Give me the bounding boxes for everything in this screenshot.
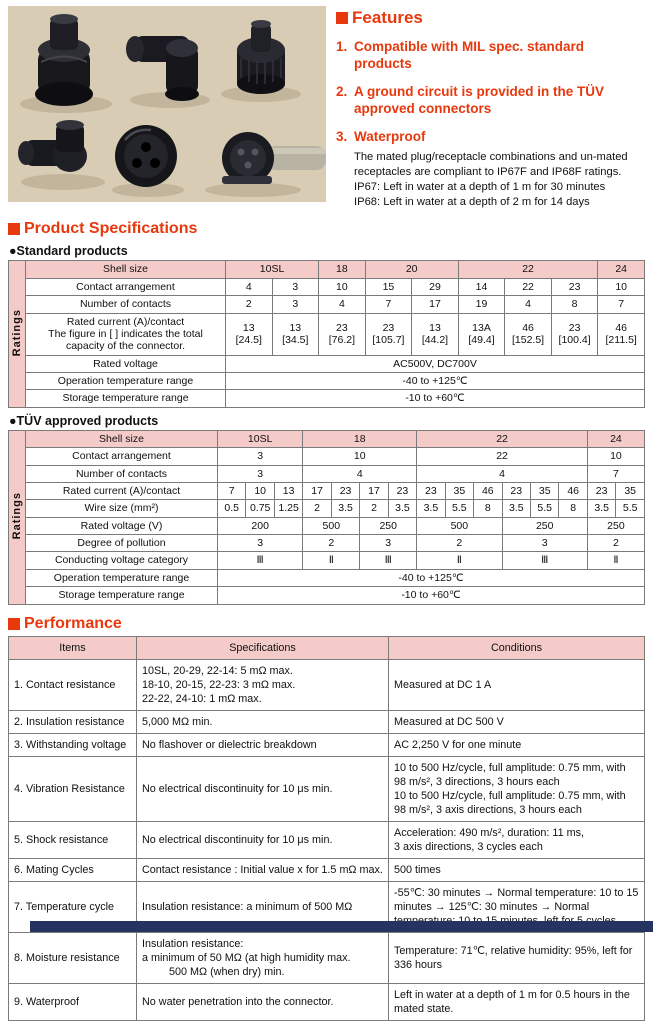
table-cell: 13 (274, 482, 302, 499)
perf-condition: Measured at DC 500 V (389, 710, 645, 733)
table-cell: 17 (360, 482, 388, 499)
row-label: Wire size (mm²) (26, 500, 218, 517)
column-header: Conditions (389, 636, 645, 659)
table-cell: 35 (616, 482, 645, 499)
table-row (9, 933, 645, 984)
perf-condition: 500 times (389, 858, 645, 881)
perf-item: 7. Temperature cycle (9, 881, 137, 932)
row-label: Rated current (A)/contact (26, 482, 218, 499)
table-cell: 4 (505, 296, 552, 313)
table-cell: 23 [105.7] (365, 313, 412, 355)
product-photo (8, 6, 326, 202)
table-row (9, 569, 645, 586)
connector-face-view (115, 125, 177, 187)
table-row (9, 587, 645, 604)
table-cell: 23 (587, 482, 615, 499)
table-cell: 2 (587, 535, 644, 552)
perf-spec: Insulation resistance: a minimum of 50 MΩ (at high humidity max. 500 MΩ (when dry) min. (137, 933, 389, 984)
red-square-bullet-icon (8, 223, 20, 235)
table-cell: 23 (502, 482, 530, 499)
standard-products-table (8, 260, 645, 407)
table-cell: 3 (502, 535, 587, 552)
table-cell: 4 (303, 465, 417, 482)
table-cell: 3.5 (331, 500, 359, 517)
table-cell: 20 (365, 261, 458, 278)
table-cell: 23 [100.4] (551, 313, 598, 355)
table-cell: 46 [152.5] (505, 313, 552, 355)
table-cell: 22 (505, 278, 552, 295)
row-label: Shell size (26, 261, 226, 278)
table-cell: 10SL (218, 430, 303, 447)
table-cell: 22 (458, 261, 598, 278)
perf-item: 4. Vibration Resistance (9, 756, 137, 821)
table-cell: 23 (551, 278, 598, 295)
table-cell: 2 (303, 500, 331, 517)
table-cell: 17 (303, 482, 331, 499)
table-cell: 35 (530, 482, 558, 499)
table-cell: 500 (417, 517, 502, 534)
table-cell: 10 (319, 278, 366, 295)
footer-bar (30, 921, 653, 932)
perf-item: 1. Contact resistance (9, 659, 137, 710)
row-label: Rated voltage (V) (26, 517, 218, 534)
table-cell: Ⅲ (502, 552, 587, 569)
table-cell: 8 (559, 500, 587, 517)
table-cell: 4 (226, 278, 273, 295)
table-cell: 24 (598, 261, 645, 278)
table-row (9, 482, 645, 499)
table-cell: 5.5 (445, 500, 473, 517)
table-cell: 10 (598, 278, 645, 295)
table-row (9, 448, 645, 465)
table-cell: 5.5 (530, 500, 558, 517)
column-header: Items (9, 636, 137, 659)
perf-spec: 10SL, 20-29, 22-14: 5 mΩ max. 18-10, 20-15, 22-23: 3 mΩ max. 22-22, 24-10: 1 mΩ max. (137, 659, 389, 710)
table-cell: 23 (417, 482, 445, 499)
table-cell: 3.5 (502, 500, 530, 517)
table-row (9, 500, 645, 517)
table-cell: Ⅱ (303, 552, 360, 569)
connectors-photo-illustration (8, 6, 326, 202)
table-row (9, 659, 645, 710)
table-cell: 7 (587, 465, 644, 482)
row-label: Shell size (26, 430, 218, 447)
column-header: Specifications (137, 636, 389, 659)
perf-spec: Contact resistance : Initial value x for 1.5 mΩ max. (137, 858, 389, 881)
table-cell: 3 (360, 535, 417, 552)
table-cell: 250 (587, 517, 644, 534)
table-cell: 10 (587, 448, 644, 465)
table-row (9, 733, 645, 756)
table-row (9, 858, 645, 881)
table-cell: -10 to +60℃ (218, 587, 645, 604)
section-title: Product Specifications (24, 220, 197, 238)
row-label: Degree of pollution (26, 535, 218, 552)
perf-item: 5. Shock resistance (9, 821, 137, 858)
table-cell: 10SL (226, 261, 319, 278)
table-cell: 7 (365, 296, 412, 313)
perf-condition: Left in water at a depth of 1 m for 0.5 hours in the mated state. (389, 984, 645, 1021)
row-label: Operation temperature range (26, 569, 218, 586)
table-cell: 500 (303, 517, 360, 534)
subheading-tuv-products: ●TÜV approved products (9, 414, 653, 428)
feature-text: Compatible with MIL spec. standard products (354, 39, 645, 73)
performance-table (8, 636, 645, 1021)
table-cell: 5.5 (616, 500, 645, 517)
features-section (336, 6, 645, 210)
table-cell: 18 (319, 261, 366, 278)
row-label: Operation temperature range (26, 373, 226, 390)
table-cell: 22 (417, 448, 588, 465)
table-cell: 29 (412, 278, 459, 295)
table-row (9, 517, 645, 534)
table-cell: 24 (587, 430, 644, 447)
table-cell: -40 to +125℃ (218, 569, 645, 586)
table-cell: 2 (303, 535, 360, 552)
feature-text: A ground circuit is provided in the TÜV approved connectors (354, 84, 645, 118)
table-cell: 250 (360, 517, 417, 534)
table-cell: 13 [24.5] (226, 313, 273, 355)
table-cell: 250 (502, 517, 587, 534)
perf-spec: Insulation resistance: a minimum of 500 MΩ (137, 881, 389, 932)
table-row (9, 373, 645, 390)
perf-spec: No electrical discontinuity for 10 μs min. (137, 821, 389, 858)
table-cell: 4 (417, 465, 588, 482)
table-cell: 7 (218, 482, 246, 499)
section-heading-product-specifications (8, 220, 653, 238)
perf-condition: 10 to 500 Hz/cycle, full amplitude: 0.75 mm, with 98 m/s², 3 directions, 3 hours each 10 to 500 Hz/cycle, full amplitude: 0.75 mm, with 98 m/s², 3 axis directions, 3 hours each (389, 756, 645, 821)
table-cell: -10 to +60℃ (226, 390, 645, 407)
perf-item: 3. Withstanding voltage (9, 733, 137, 756)
table-row (9, 552, 645, 569)
table-cell: 13A [49.4] (458, 313, 505, 355)
table-row (9, 430, 645, 447)
table-row (9, 390, 645, 407)
table-cell: 2 (417, 535, 502, 552)
table-cell: 23 (331, 482, 359, 499)
features-heading (336, 8, 645, 28)
table-cell: 8 (551, 296, 598, 313)
table-cell: 3.5 (417, 500, 445, 517)
top-section (0, 0, 653, 210)
perf-condition: Temperature: 71℃, relative humidity: 95%, left for 336 hours (389, 933, 645, 984)
red-square-bullet-icon (8, 618, 20, 630)
table-cell: 13 [44.2] (412, 313, 459, 355)
table-cell: AC500V, DC700V (226, 355, 645, 372)
table-cell: 23 (388, 482, 416, 499)
table-cell: 3 (218, 465, 303, 482)
table-cell: 19 (458, 296, 505, 313)
table-cell: 0.5 (218, 500, 246, 517)
feature-text: Waterproof (354, 129, 426, 146)
table-cell: 23 [76.2] (319, 313, 366, 355)
table-row (9, 636, 645, 659)
table-cell: 3 (218, 535, 303, 552)
table-cell: Ⅱ (587, 552, 644, 569)
table-cell: 8 (474, 500, 502, 517)
feature-number: 3. (336, 129, 354, 146)
feature-number: 1. (336, 39, 354, 73)
ratings-vertical-label: Ratings (9, 261, 26, 407)
table-cell: 10 (246, 482, 274, 499)
perf-condition: Acceleration: 490 m/s², duration: 11 ms, 3 axis directions, 3 cycles each (389, 821, 645, 858)
section-title: Performance (24, 615, 122, 633)
table-row (9, 313, 645, 355)
perf-condition: -55℃: 30 minutes → Normal temperature: 10 to 15 minutes → 125℃: 30 minutes → Normal (389, 881, 645, 932)
table-cell: Ⅲ (360, 552, 417, 569)
perf-condition: AC 2,250 V for one minute (389, 733, 645, 756)
table-cell: 3.5 (388, 500, 416, 517)
perf-spec: 5,000 MΩ min. (137, 710, 389, 733)
table-row (9, 355, 645, 372)
feature-item (336, 84, 645, 118)
feature-item (336, 129, 645, 146)
table-cell: 2 (226, 296, 273, 313)
table-cell: 3.5 (587, 500, 615, 517)
table-cell: 200 (218, 517, 303, 534)
table-row (9, 821, 645, 858)
table-cell: 18 (303, 430, 417, 447)
row-label: Rated current (A)/contact The figure in [ ] indicates the total capacity of the connector. (26, 313, 226, 355)
perf-condition: Measured at DC 1 A (389, 659, 645, 710)
tuv-approved-products-table (8, 430, 645, 605)
row-label: Conducting voltage category (26, 552, 218, 569)
table-row (9, 296, 645, 313)
perf-spec: No water penetration into the connector. (137, 984, 389, 1021)
table-cell: Ⅱ (417, 552, 502, 569)
perf-item: 6. Mating Cycles (9, 858, 137, 881)
feature-number: 2. (336, 84, 354, 118)
table-cell: 7 (598, 296, 645, 313)
row-label: Contact arrangement (26, 448, 218, 465)
row-label: Contact arrangement (26, 278, 226, 295)
waterproof-note: The mated plug/receptacle combinations and un-mated receptacles are compliant to IP67F and IP68F ratings. IP67: Left in water at a depth of 1 m for 30 minutes IP68: Left in water at a depth of 2 m for 14 days (354, 150, 645, 210)
table-row (9, 465, 645, 482)
row-label: Storage temperature range (26, 390, 226, 407)
table-cell: Ⅲ (218, 552, 303, 569)
table-cell: 1.25 (274, 500, 302, 517)
table-row (9, 261, 645, 278)
subheading-standard-products: ●Standard products (9, 244, 653, 258)
row-label: Number of contacts (26, 296, 226, 313)
table-cell: -40 to +125℃ (226, 373, 645, 390)
table-cell: 46 (474, 482, 502, 499)
red-square-bullet-icon (336, 12, 348, 24)
table-cell: 10 (303, 448, 417, 465)
table-row (9, 278, 645, 295)
ratings-vertical-label: Ratings (9, 430, 26, 604)
table-cell: 3 (272, 278, 319, 295)
table-cell: 3 (218, 448, 303, 465)
perf-spec: No electrical discontinuity for 10 μs min. (137, 756, 389, 821)
table-cell: 46 [211.5] (598, 313, 645, 355)
table-cell: 13 [34.5] (272, 313, 319, 355)
table-cell: 14 (458, 278, 505, 295)
table-cell: 22 (417, 430, 588, 447)
table-row (9, 535, 645, 552)
feature-item (336, 39, 645, 73)
table-cell: 0.75 (246, 500, 274, 517)
table-cell: 2 (360, 500, 388, 517)
table-row (9, 756, 645, 821)
table-cell: 17 (412, 296, 459, 313)
table-cell: 46 (559, 482, 587, 499)
row-label: Storage temperature range (26, 587, 218, 604)
row-label: Number of contacts (26, 465, 218, 482)
table-cell: 15 (365, 278, 412, 295)
perf-item: 8. Moisture resistance (9, 933, 137, 984)
row-label: Rated voltage (26, 355, 226, 372)
perf-item: 2. Insulation resistance (9, 710, 137, 733)
perf-item: 9. Waterproof (9, 984, 137, 1021)
table-row (9, 710, 645, 733)
perf-spec: No flashover or dielectric breakdown (137, 733, 389, 756)
table-cell: 3 (272, 296, 319, 313)
features-title: Features (352, 8, 423, 28)
table-row (9, 984, 645, 1021)
table-cell: 35 (445, 482, 473, 499)
table-cell: 4 (319, 296, 366, 313)
section-heading-performance (8, 615, 653, 633)
